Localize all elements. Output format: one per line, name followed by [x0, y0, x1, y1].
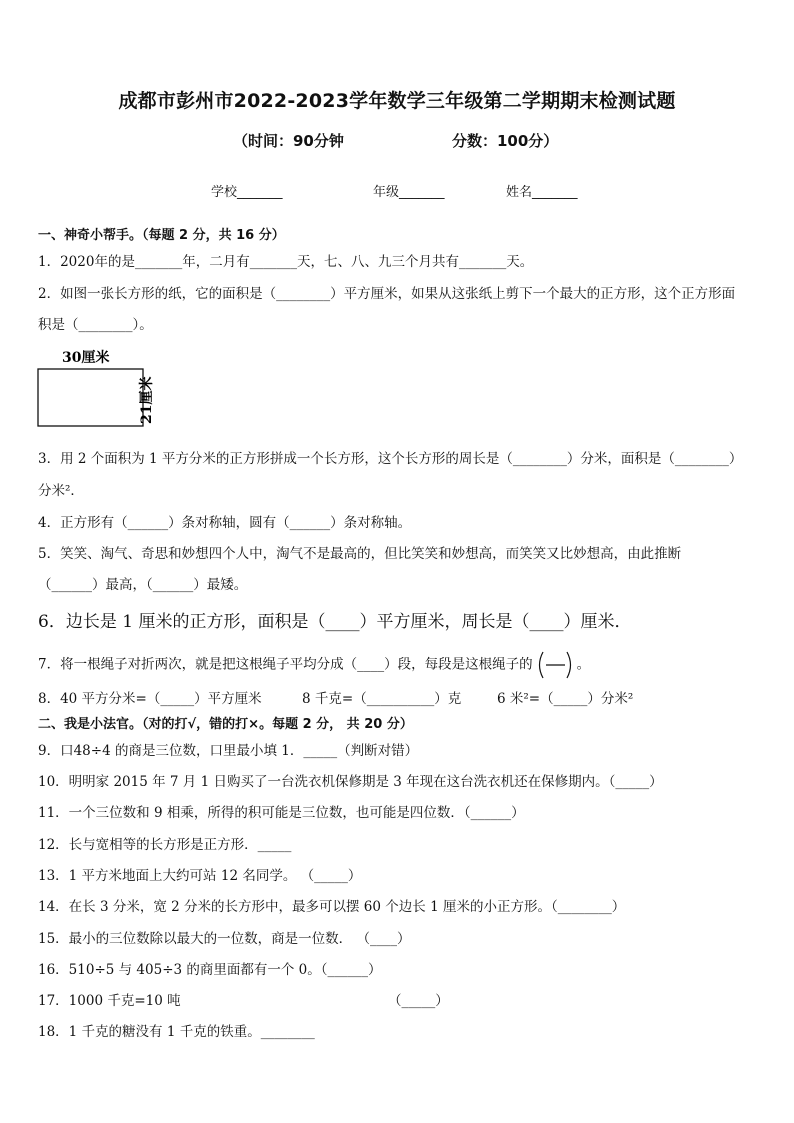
- question-8c: 6 米²=（_____）分米²: [497, 691, 634, 707]
- question-17: 17．1000 千克=10 吨: [38, 993, 181, 1009]
- question-2-line-1: 2．如图一张长方形的纸，它的面积是（________）平方厘米，如果从这张纸上剪下一个最大的正方形，这个正方形面: [38, 286, 736, 302]
- question-11: 11．一个三位数和 9 相乘，所得的积可能是三位数，也可能是四位数．（______）: [38, 805, 525, 821]
- diagram-side-label: 21厘米: [139, 376, 155, 424]
- question-13: 13．1 平方米地面上大约可站 12 名同学。 （_____）: [38, 868, 362, 884]
- question-15: 15．最小的三位数除以最大的一位数，商是一位数． （____）: [38, 931, 411, 947]
- section-1-heading: 一、神奇小帮手。（每题 2 分，共 16 分）: [38, 228, 285, 243]
- section-2-heading: 二、我是小法官。（对的打√，错的打×。每题 2 分， 共 20 分）: [38, 717, 413, 732]
- question-3-line-1: 3．用 2 个面积为 1 平方分米的正方形拼成一个长方形，这个长方形的周长是（________）分米，面积是（________）: [38, 451, 743, 467]
- question-7: [38, 650, 590, 680]
- question-7-text: 7．将一根绳子对折两次，就是把这根绳子平均分成（____）段，每段是这根绳子的: [38, 656, 533, 673]
- question-12: 12．长与宽相等的长方形是正方形．_____: [38, 837, 292, 853]
- question-4: 4．正方形有（______）条对称轴，圆有（______）条对称轴。: [38, 515, 412, 531]
- school-field: 学校_______: [211, 185, 283, 200]
- score-label: 分数：100分）: [452, 132, 559, 150]
- question-7-end: 。: [576, 656, 591, 673]
- page-title: 成都市彭州市2022-2023学年数学三年级第二学期期末检测试题: [118, 90, 676, 112]
- question-8a: 8．40 平方分米=（_____）平方厘米: [38, 691, 262, 707]
- question-8b: 8 千克=（__________）克: [302, 691, 462, 707]
- question-1: 1．2020年的是_______年，二月有_______天，七、八、九三个月共有_______天。: [38, 254, 534, 270]
- question-14: 14．在长 3 分米，宽 2 分米的长方形中，最多可以摆 60 个边长 1 厘米的小正方形。（________）: [38, 899, 626, 915]
- question-18: 18．1 千克的糖没有 1 千克的铁重。________: [38, 1024, 315, 1040]
- fraction-blank: [535, 650, 575, 680]
- question-5-line-1: 5．笑笑、淘气、奇思和妙想四个人中，淘气不是最高的，但比笑笑和妙想高，而笑笑又比妙想高，由此推断: [38, 546, 682, 562]
- question-3-line-2: 分米²．: [38, 483, 84, 499]
- question-5-line-2: （______）最高，（______）最矮。: [38, 577, 248, 593]
- question-16: 16．510÷5 与 405÷3 的商里面都有一个 0。（______）: [38, 962, 382, 978]
- name-field: 姓名_______: [506, 185, 578, 200]
- question-17-answer: （_____）: [388, 993, 449, 1009]
- diagram-rectangle: [38, 369, 143, 426]
- question-10: 10．明明家 2015 年 7 月 1 日购买了一台洗衣机保修期是 3 年现在这台洗衣机还在保修期内。（_____）: [38, 774, 663, 790]
- question-6: 6．边长是 1 厘米的正方形，面积是（____）平方厘米，周长是（____）厘米．: [38, 612, 632, 632]
- question-9: 9．口48÷4 的商是三位数，口里最小填 1．_____（判断对错）: [38, 743, 419, 759]
- question-2-line-2: 积是（________）。: [38, 317, 153, 333]
- rectangle-diagram: [36, 346, 176, 430]
- grade-field: 年级_______: [373, 185, 445, 200]
- diagram-top-label: 30厘米: [62, 350, 110, 366]
- time-label: （时间：90分钟: [233, 132, 344, 150]
